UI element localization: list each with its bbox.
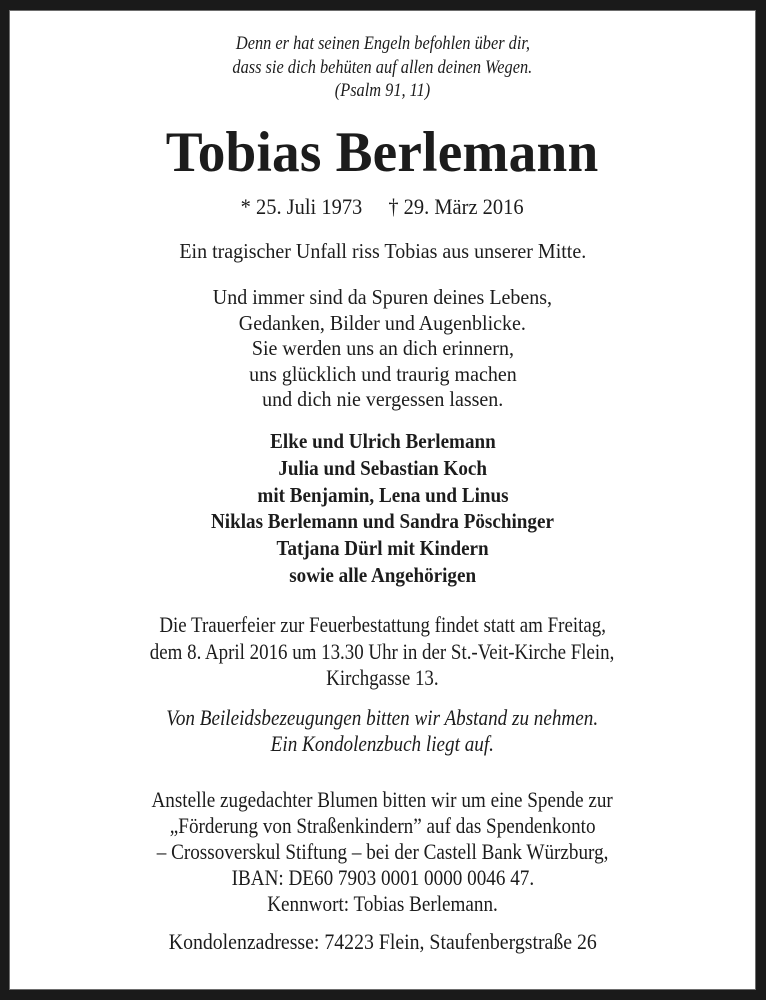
donation-line: – Crossoverskul Stiftung – bei der Castell Bank Würzburg, xyxy=(156,839,609,864)
psalm-quote xyxy=(9,32,756,103)
condolence-address: Kondolenzadresse: 74223 Flein, Staufenbergstraße 26 xyxy=(168,929,597,954)
psalm-line: dass sie dich behüten auf allen deinen Wegen. xyxy=(232,56,533,78)
condolence-line: Von Beileidsbezeugungen bitten wir Abstand zu nehmen. xyxy=(166,705,599,730)
poem-line: uns glücklich und traurig machen xyxy=(248,361,517,386)
funeral-line: dem 8. April 2016 um 13.30 Uhr in der St.-Veit-Kirche Flein, xyxy=(150,638,615,664)
psalm-line: Denn er hat seinen Engeln befohlen über dir, xyxy=(235,33,530,54)
intro-sentence: Ein tragischer Unfall riss Tobias aus unserer Mitte. xyxy=(179,239,586,263)
mourner: Julia und Sebastian Koch xyxy=(278,455,487,480)
birth-date: * 25. Juli 1973 xyxy=(241,194,363,219)
mourners-list xyxy=(9,428,756,589)
funeral-info xyxy=(9,612,756,692)
mourner: Niklas Berlemann und Sandra Pöschinger xyxy=(211,509,554,534)
donation-line: Anstelle zugedachter Blumen bitten wir um eine Spende zur xyxy=(151,787,614,812)
poem-line: und dich nie vergessen lassen. xyxy=(261,387,504,412)
poem xyxy=(9,285,756,413)
donation-line: „Förderung von Straßenkindern” auf das Spendenkonto xyxy=(169,813,596,838)
iban-line: IBAN: DE60 7903 0001 0000 0046 47. xyxy=(231,865,534,890)
funeral-line: Die Trauerfeier zur Feuerbestattung findet statt am Freitag, xyxy=(159,612,606,637)
mourner: mit Benjamin, Lena und Linus xyxy=(256,482,509,507)
psalm-reference: (Psalm 91, 11) xyxy=(334,80,431,101)
poem-line: Und immer sind da Spuren deines Lebens, xyxy=(212,285,553,309)
donation-info xyxy=(9,787,756,917)
death-date: † 29. März 2016 xyxy=(388,194,524,219)
life-dates xyxy=(9,194,756,220)
poem-line: Gedanken, Bilder und Augenblicke. xyxy=(238,310,527,335)
deceased-name-text: Tobias Berlemann xyxy=(166,121,599,184)
mourner: Tatjana Dürl mit Kindern xyxy=(276,536,489,561)
condolence-line: Ein Kondolenzbuch liegt auf. xyxy=(270,731,495,756)
poem-line: Sie werden uns an dich erinnern, xyxy=(251,336,514,361)
deceased-name xyxy=(9,118,756,188)
mourner: sowie alle Angehörigen xyxy=(289,562,476,587)
condolence-note xyxy=(9,705,756,757)
mourner: Elke und Ulrich Berlemann xyxy=(269,429,496,453)
keyword-line: Kennwort: Tobias Berlemann. xyxy=(267,891,498,916)
funeral-line: Kirchgasse 13. xyxy=(326,665,439,690)
death-notice xyxy=(9,10,756,990)
notice-frame xyxy=(9,10,756,990)
